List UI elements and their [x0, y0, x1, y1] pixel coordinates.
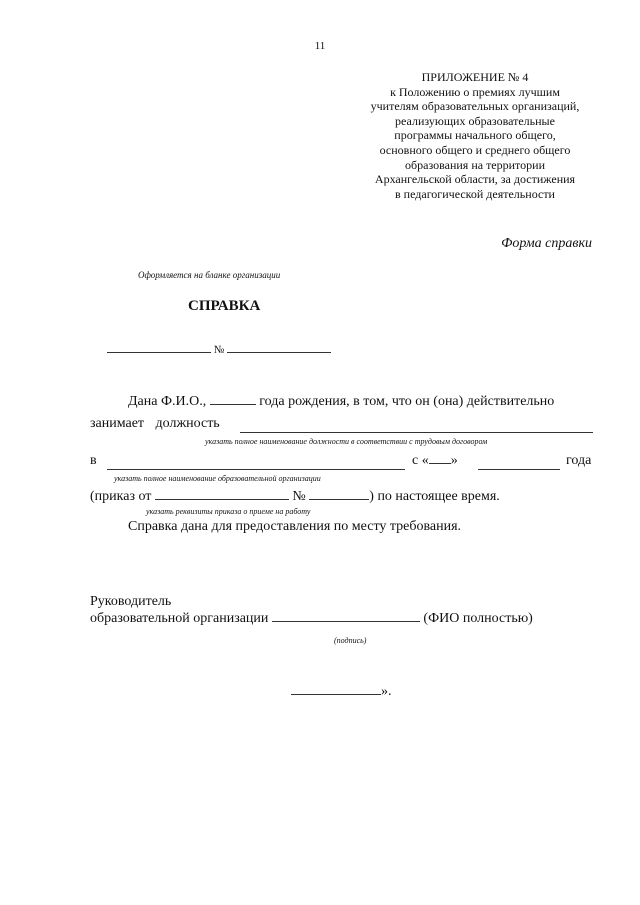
body-line-2	[90, 416, 220, 432]
organization-blank[interactable]	[107, 453, 405, 470]
body-line-4	[90, 489, 500, 505]
document-title: СПРАВКА	[188, 298, 261, 314]
reference-number-line	[107, 344, 331, 356]
form-caption: Форма справки	[501, 236, 592, 251]
day-blank[interactable]	[429, 463, 451, 464]
date-blank[interactable]	[107, 352, 211, 353]
appendix-line: Архангельской области, за достижения	[374, 172, 576, 187]
order-date-blank[interactable]	[155, 499, 289, 500]
signature-hint: (подпись)	[334, 636, 367, 645]
page-number: 11	[314, 40, 326, 52]
signer-role-line-1: Руководитель	[90, 594, 172, 609]
number-blank[interactable]	[227, 352, 331, 353]
appendix-line: ПРИЛОЖЕНИЕ № 4	[421, 70, 529, 84]
appendix-line: реализующих образовательные	[395, 113, 555, 128]
since-date	[412, 453, 458, 469]
appendix-line: учителям образовательных организаций,	[370, 99, 580, 114]
signature-blank[interactable]	[272, 621, 420, 622]
hint-organization: указать полное наименование образовательной организации	[114, 474, 321, 483]
date-suffix: ».	[381, 684, 392, 699]
appendix-line: образования на территории	[405, 157, 545, 172]
number-sign: №	[213, 344, 225, 356]
signer-role-line-2	[90, 611, 533, 627]
purpose-line: Справка дана для предоставления по месту требования.	[128, 519, 462, 534]
order-suffix: ) по настоящее время.	[369, 489, 500, 504]
appendix-line: основного общего и среднего общего	[379, 142, 571, 157]
quote-close: »	[450, 453, 458, 468]
position-blank[interactable]	[240, 416, 593, 433]
appendix-header	[360, 70, 590, 201]
year-label: года	[566, 453, 592, 468]
fio-blank[interactable]	[210, 404, 256, 405]
order-number-sign: №	[292, 489, 306, 504]
order-number-blank[interactable]	[309, 499, 369, 500]
hint-order: указать реквизиты приказа о приеме на работу	[146, 507, 311, 516]
appendix-line: программы начального общего,	[394, 128, 556, 143]
position-label: занимает должность	[90, 416, 220, 431]
given-to-label: Дана Ф.И.О.,	[128, 394, 207, 409]
body-line-1	[128, 394, 554, 410]
month-blank[interactable]	[478, 453, 560, 470]
in-label: в	[90, 453, 97, 468]
date-bottom-blank[interactable]	[291, 694, 381, 695]
date-line	[291, 684, 392, 700]
blank-note: Оформляется на бланке организации	[138, 270, 281, 280]
appendix-line: к Положению о премиях лучшим	[390, 84, 560, 99]
signer-role-text: образовательной организации	[90, 611, 269, 626]
since-label: с «	[412, 453, 429, 468]
order-prefix: (приказ от	[90, 489, 152, 504]
hint-position: указать полное наименование должности в соответствии с трудовым договором	[205, 437, 488, 446]
birth-year-text: года рождения, в том, что он (она) действительно	[259, 394, 555, 409]
fio-full-label: (ФИО полностью)	[423, 611, 533, 626]
appendix-line: в педагогической деятельности	[395, 186, 555, 201]
body-line-3	[90, 453, 97, 469]
